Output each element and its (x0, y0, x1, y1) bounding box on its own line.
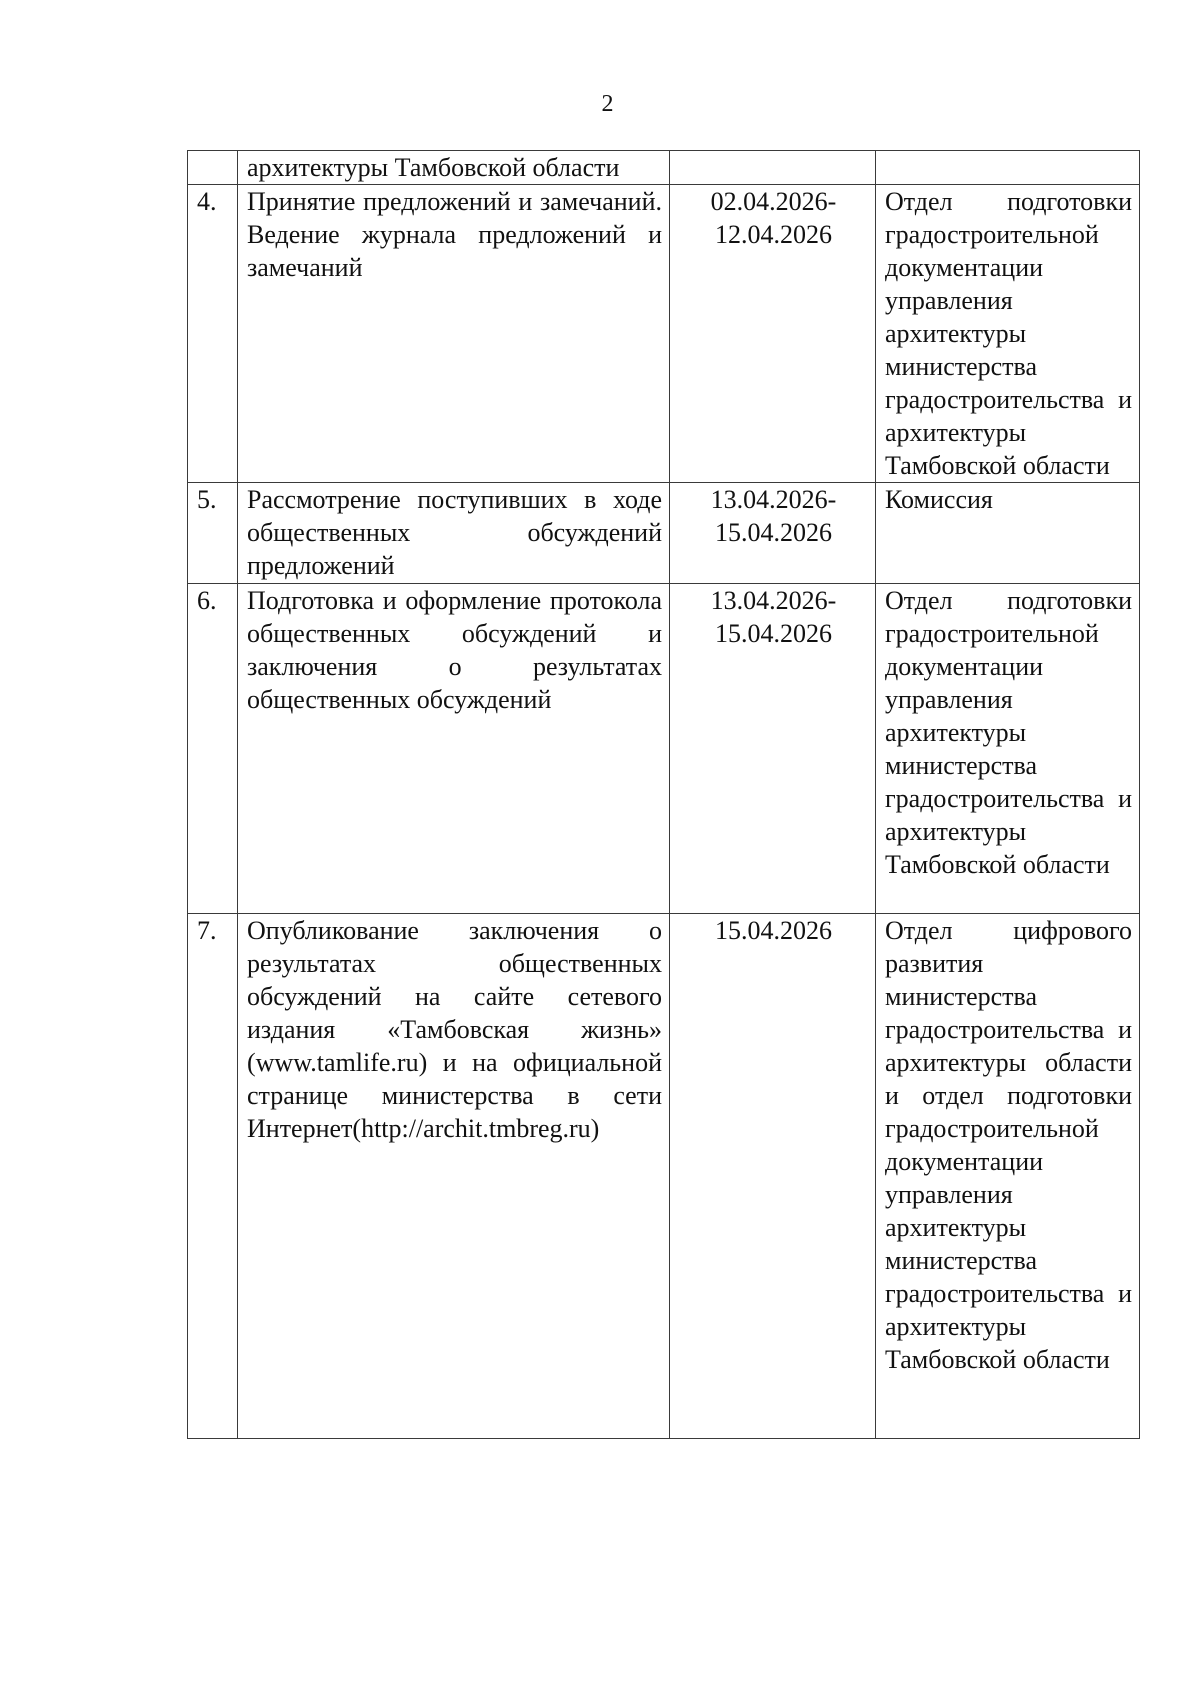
row-number: 5. (188, 483, 238, 584)
responsible-party: Комиссия (876, 483, 1140, 584)
event-dates: 02.04.2026- 12.04.2026 (670, 185, 876, 483)
event-dates: 15.04.2026 (670, 914, 876, 1439)
event-description: Принятие предложений и замечаний. Ведение журнала предложений и замечаний (238, 185, 670, 483)
table-row (188, 584, 1140, 914)
table-row (188, 185, 1140, 483)
row-number (188, 151, 238, 185)
table-row-continuation (188, 151, 1140, 185)
event-dates: 13.04.2026- 15.04.2026 (670, 584, 876, 914)
event-description: архитектуры Тамбовской области (238, 151, 670, 185)
event-description: Рассмотрение поступивших в ходе общественных обсуждений предложений (238, 483, 670, 584)
schedule-table (187, 150, 1140, 1439)
event-dates: 13.04.2026- 15.04.2026 (670, 483, 876, 584)
event-dates (670, 151, 876, 185)
responsible-party: Отдел подготовки градостроительной документации управления архитектуры министерства градостроительства и архитектуры Тамбовской области (876, 185, 1140, 483)
responsible-party: Отдел подготовки градостроительной документации управления архитектуры министерства градостроительства и архитектуры Тамбовской области (876, 584, 1140, 914)
event-description: Подготовка и оформление протокола общественных обсуждений и заключения о результатах общественных обсуждений (238, 584, 670, 914)
responsible-party (876, 151, 1140, 185)
page-number: 2 (601, 91, 614, 117)
table-row (188, 914, 1140, 1439)
responsible-party: Отдел цифрового развития министерства градостроительства и архитектуры области и отдел подготовки градостроительной документации управления архитектуры министерства градостроительства и архитектуры Тамбовской области (876, 914, 1140, 1439)
event-description: Опубликование заключения о результатах общественных обсуждений на сайте сетевого издания «Тамбовская жизнь» (www.tamlife.ru) и на официальной странице министерства в сети Интернет(http://archit.tmbreg.ru) (238, 914, 670, 1439)
row-number: 4. (188, 185, 238, 483)
table-row (188, 483, 1140, 584)
row-number: 7. (188, 914, 238, 1439)
row-number: 6. (188, 584, 238, 914)
